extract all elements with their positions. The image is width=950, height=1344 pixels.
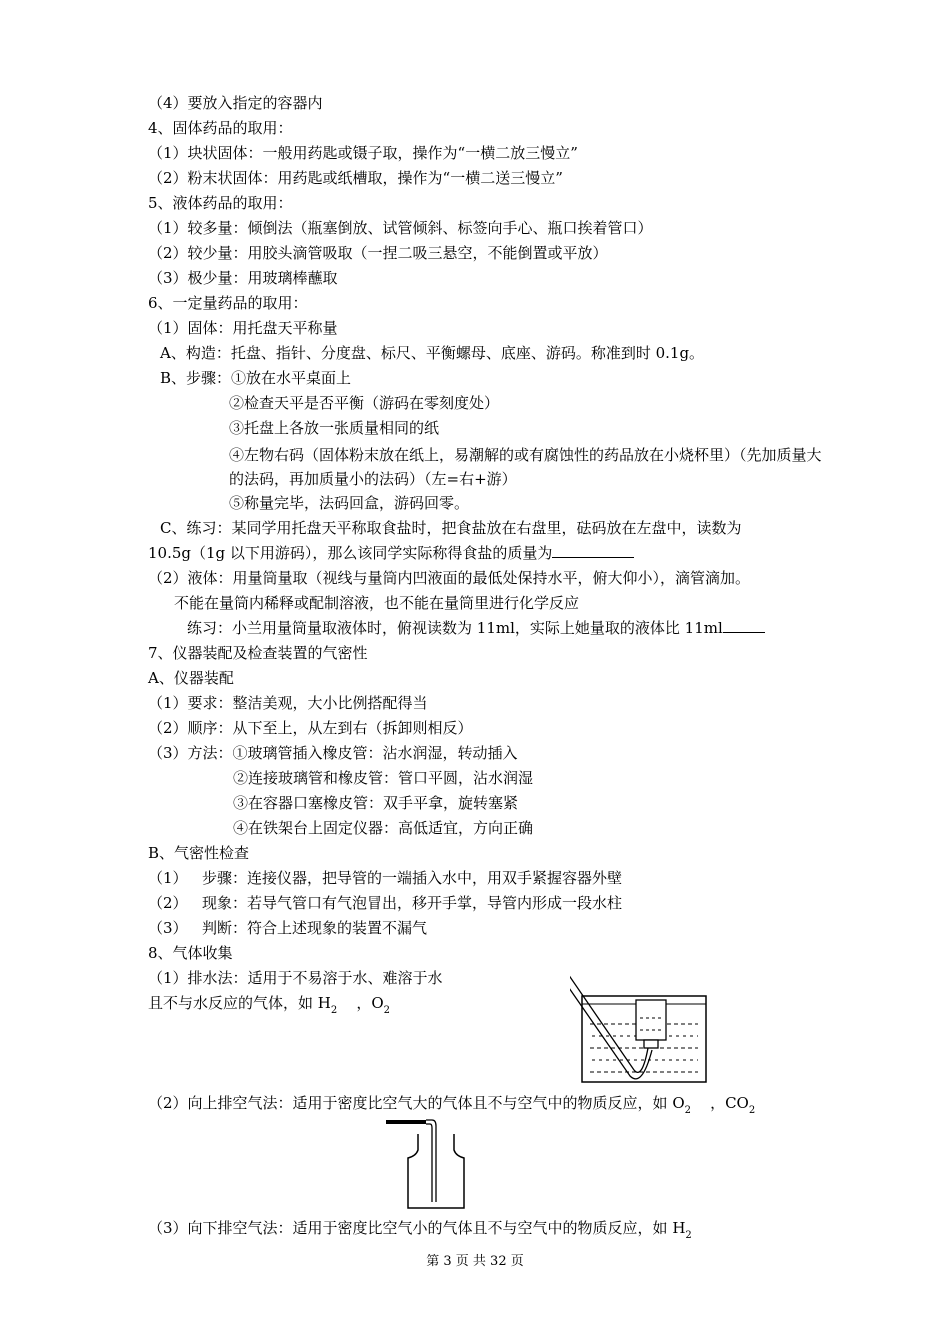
answer-blank[interactable] [552, 543, 634, 558]
text-line: （2）顺序：从下至上，从左到右（拆卸则相反） [148, 719, 473, 737]
text-line: （1）固体：用托盘天平称量 [148, 319, 338, 337]
text-line: （2）液体：用量筒量取（视线与量筒内凹液面的最低处保持水平，俯大仰小），滴管滴加。 [148, 569, 751, 587]
subscript: 2 [685, 1230, 692, 1241]
answer-blank[interactable] [723, 618, 765, 633]
text-line-content: 10.5g（1g 以下用游码），那么该同学实际称得食盐的质量为 [148, 544, 553, 562]
text-line: C、练习：某同学用托盘天平称取食盐时，把食盐放在右盘里，砝码放在左盘中，读数为 [160, 519, 742, 537]
subscript: 2 [684, 1105, 691, 1116]
text-line-content: （3）向下排空气法：适用于密度比空气小的气体且不与空气中的物质反应，如 H [148, 1219, 686, 1237]
text-line: A、构造：托盘、指针、分度盘、标尺、平衡螺母、底座、游码。称准到时 0.1g。 [160, 344, 705, 362]
text-line: ③托盘上各放一张质量相同的纸 [229, 419, 440, 437]
text-line: （2）较少量：用胶头滴管吸取（一捏二吸三悬空，不能倒置或平放） [148, 244, 608, 262]
collection-bottle [636, 1000, 666, 1040]
text-line: B、步骤：①放在水平桌面上 [160, 369, 352, 387]
text-line: 不能在量筒内稀释或配制溶液，也不能在量筒里进行化学反应 [174, 594, 580, 612]
text-line-number: （3） [148, 919, 188, 937]
text-line-content: 练习：小兰用量筒量取液体时，俯视读数为 11ml，实际上她量取的液体比 11ml [187, 619, 723, 637]
section-heading: 6、一定量药品的取用： [148, 294, 308, 312]
text-line-number: （1） [148, 869, 188, 887]
text-line: ②检查天平是否平衡（游码在零刻度处） [229, 394, 500, 412]
text-line-content: 且不与水反应的气体，如 H [148, 994, 331, 1012]
text-line-content: ，O [356, 994, 384, 1012]
section-heading: 8、气体收集 [148, 944, 233, 962]
text-line: ⑤称量完毕，法码回盒，游码回零。 [229, 494, 470, 512]
text-line: ②连接玻璃管和橡皮管：管口平圆，沾水润湿 [233, 769, 534, 787]
text-line-content: ，CO [710, 1094, 749, 1112]
text-line: （1）较多量：倾倒法（瓶塞倒放、试管倾斜、标签向手心、瓶口挨着管口） [148, 219, 653, 237]
text-line-number: （2） [148, 894, 188, 912]
text-line [148, 993, 390, 1021]
upward-air-displacement-bottle-figure [380, 1116, 470, 1212]
text-line-content: （2）向上排空气法：适用于密度比空气大的气体且不与空气中的物质反应，如 O [148, 1094, 685, 1112]
section-heading: 4、固体药品的取用： [148, 119, 293, 137]
text-line: （1）要求：整洁美观，大小比例搭配得当 [148, 694, 428, 712]
text-line: （3）极少量：用玻璃棒蘸取 [148, 269, 338, 287]
text-line: 现象：若导气管口有气泡冒出，移开手掌，导管内形成一段水柱 [202, 894, 623, 912]
water-displacement-apparatus-figure [570, 938, 720, 1088]
text-line [187, 618, 765, 638]
text-line: ③在容器口塞橡皮管：双手平拿，旋转塞紧 [233, 794, 519, 812]
text-line: （3）方法：①玻璃管插入橡皮管：沾水润湿，转动插入 [148, 744, 518, 762]
text-line: （1）排水法：适用于不易溶于水、难溶于水 [148, 969, 443, 987]
page-footer: 第 3 页 共 32 页 [426, 1254, 524, 1269]
subscript: 2 [383, 1005, 390, 1016]
subscript: 2 [330, 1005, 338, 1016]
text-line: （2）粉末状固体：用药匙或纸槽取，操作为“一横二送三慢立” [148, 169, 563, 187]
text-line: 步骤：连接仪器，把导管的一端插入水中，用双手紧握容器外壁 [202, 869, 623, 887]
delivery-tube [426, 1120, 436, 1202]
text-line: 判断：符合上述现象的装置不漏气 [202, 919, 428, 937]
text-line [148, 543, 634, 563]
text-line [148, 1218, 692, 1246]
subsection-heading: A、仪器装配 [148, 669, 234, 687]
text-line: ④左物右码（固体粉末放在纸上，易潮解的或有腐蚀性的药品放在小烧杯里）（先加质量大的法码，再加质量小的法码）（左=右+游） [229, 446, 822, 488]
subsection-heading: B、气密性检查 [148, 844, 250, 862]
section-heading: 7、仪器装配及检查装置的气密性 [148, 644, 368, 662]
text-line: （4）要放入指定的容器内 [148, 94, 323, 112]
section-heading: 5、液体药品的取用： [148, 194, 293, 212]
text-line: ④在铁架台上固定仪器：高低适宜，方向正确 [233, 819, 534, 837]
text-line: （1）块状固体：一般用药匙或镊子取，操作为“一横二放三慢立” [148, 144, 578, 162]
subscript: 2 [748, 1105, 756, 1116]
